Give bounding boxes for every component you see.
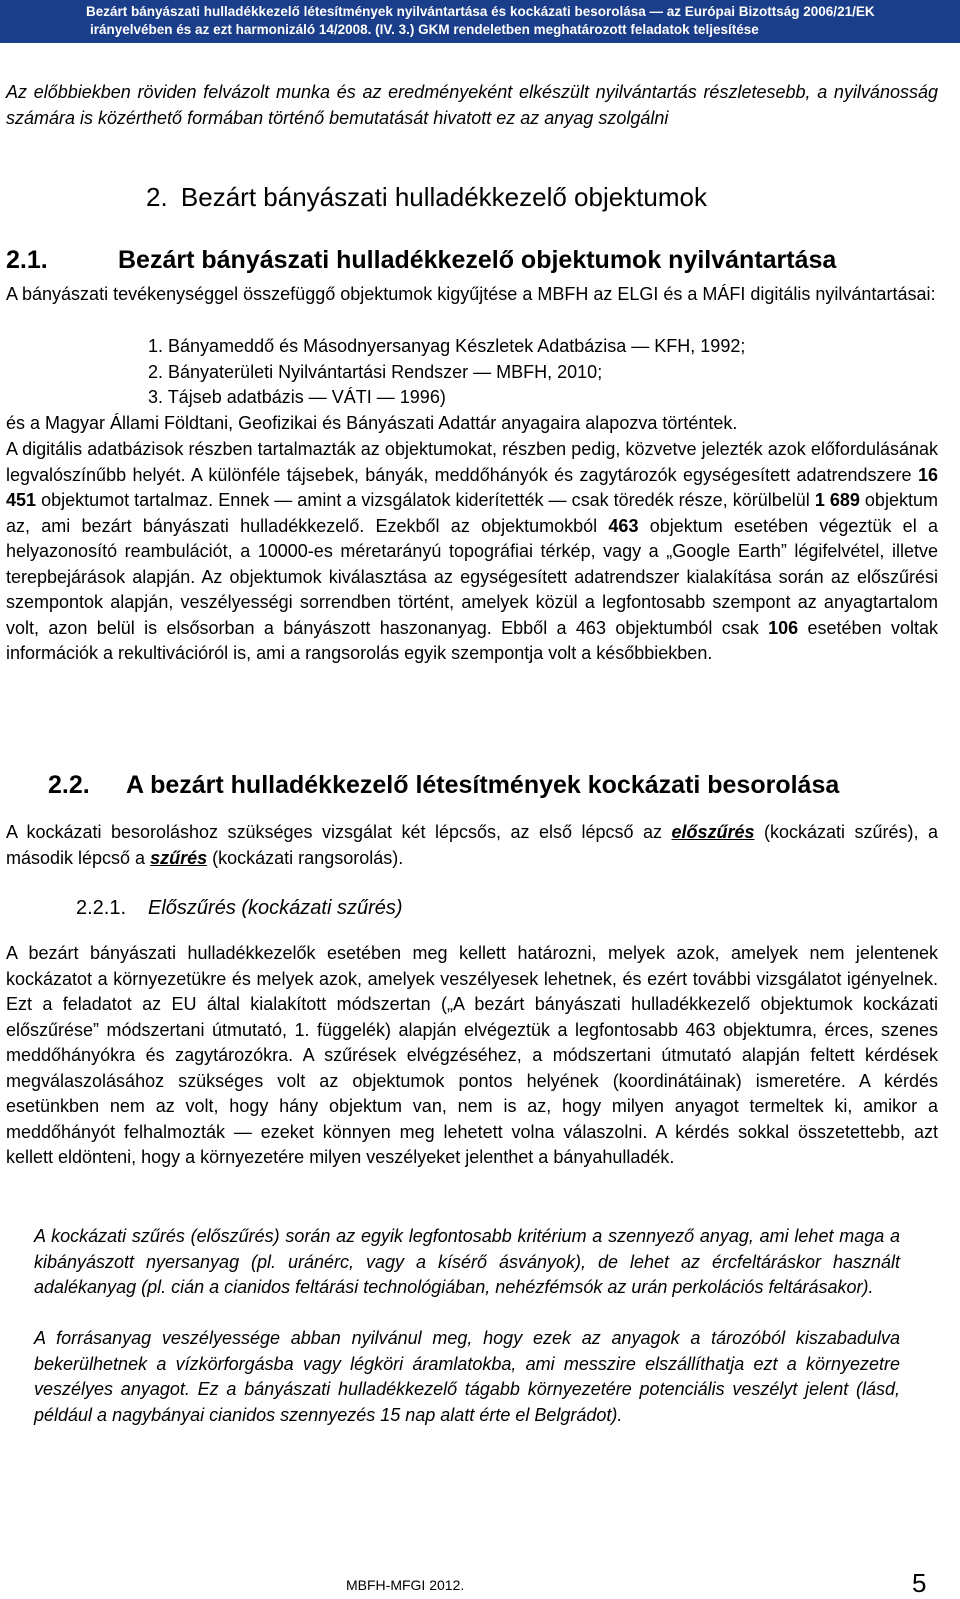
section-2-title: Bezárt bányászati hulladékkezelő objektumok [180,182,708,212]
header-line-2: irányelvében és az ezt harmonizáló 14/2008. (IV. 3.) GKM rendeletben meghatározott feladatok teljesítése [90,22,759,37]
section-2-2-title: A bezárt hulladékkezelő létesítmények kockázati besorolása [126,771,840,799]
running-header [0,0,960,43]
section-2-1-number: 2.1. [6,246,48,274]
section-2-2-number: 2.2. [48,771,90,799]
section-2-2-heading [48,771,839,800]
section-2-1-heading [6,246,836,275]
section-2-2-1-body: A bezárt bányászati hulladékkezelők esetében meg kellett határozni, melyek azok, amelyek nem jelentenek kockázatot a környezetükre és melyek azok, amelyek veszélyesek lehetnek, és ezért további vizsgálatot igényelnek. Ezt a feladatot az EU által kialakított módszertan („A bezárt bányászati hulladékkezelő objektumok kockázati előszűrése” módszertani útmutató, 1. függelék) alapján elvégeztük a legfontosabb 463 objektumra, érces, szenes meddőhányókra és zagytározókra. A szűrések elvégzéséhez, a módszertani útmutató alapján feltett kérdések megválaszolásához szükséges volt az objektumok pontos helyének (koordinátáinak) ismeretére. A kérdés esetünkben nem az volt, hogy hány objektum van, nem is az, hogy milyen anyagot termeltek ki, amikor a meddőhányót felhalmozták — ezeket könnyen meg lehetett volna válaszolni. A kérdés sokkal összetettebb, azt kellett eldönteni, hogy a környezetére milyen veszélyeket jelenthet a bányahulladék. [6,943,938,1167]
term-prescreening: előszűrés [671,822,755,842]
section-2-1-lead: A bányászati tevékenységgel összefüggő objektumok kigyűjtése a MBFH az ELGI és a MÁFI digitális nyilvántartásai: [6,284,936,304]
list-item: 2. Bányaterületi Nyilvántartási Rendszer — MBFH, 2010; [148,361,603,382]
section-2-2-1-heading [76,897,403,920]
section-2-1-body: A digitális adatbázisok részben tartalmazták az objektumokat, részben pedig, közvetve jelezték azok előfordulásának legvalószínűbb helyét. A különféle tájsebek, bányák, meddőhányók és zagytározók egységesített adatrendszere 16 451 objektumot tartalmaz. Ennek — amint a vizsgálatok kiderítették — csak töredék része, körülbelül 1 689 objektum az, ami bezárt bányászati hulladékkezelő. Ezekből az objektumokból 463 objektum esetében végeztük el a helyazonosító reambulációt, a 10000-es méretarányú topográfiai térkép, vagy a „Google Earth” légifelvétel, illetve terepbejárások alapján. Az objektumok kiválasztása az egységesített adatrendszer kialakítása során az előszűrési szempontok alapján, veszélyességi sorrendben történt, amelyek közül a legfontosabb szempont az anyagtartalom volt, azon belül is elsősorban a bányászott haszonanyag. Ebből a 463 objektumból csak 106 esetében voltak információk a rekultivációról is, ami a rangsorolás egyik szempontja volt a későbbiekben. [6,439,938,663]
section-2-2-1-title: Előszűrés (kockázati szűrés) [148,897,403,919]
footer-publisher: MBFH-MFGI 2012. [346,1577,465,1593]
section-2-2-body: A kockázati besoroláshoz szükséges vizsgálat két lépcsős, az első lépcső az előszűrés (kockázati szűrés), a második lépcső a szűrés (kockázati rangsorolás). [6,822,938,868]
section-2-heading [146,182,707,213]
term-screening: szűrés [150,847,208,868]
count-total: 16 451 [6,464,938,510]
header-line-1: Bezárt bányászati hulladékkezelő létesítmények nyilvántartása és kockázati besorolása — az Európai Bizottság 2006/21/EK [86,4,875,19]
intro-paragraph: Az előbbiekben röviden felvázolt munka és az eredményeként elkészült nyilvántartás részletesebb, a nyilvánosság számára is közérthető formában történő bemutatását hivatott ez az anyag szolgálni [6,82,938,128]
section-2-number: 2. [146,182,168,212]
database-list [148,334,745,411]
count-closed: 1 689 [814,490,860,510]
count-reambulated: 463 [608,515,639,536]
list-item: 3. Tájseb adatbázis — VÁTI — 1996) [148,387,446,407]
italic-note-1: A kockázati szűrés (előszűrés) során az egyik legfontosabb kritérium a szennyező anyag, ami lehet maga a kibányászott nyersanyag (pl. uránérc, vagy a kísérő ásványok), de lehet az ércfeltáráskor használt adalékanyag (pl. cián a cianidos feltárási technológiában, nehézfémsók az urán perkolációs feltárásakor). [34,1226,900,1297]
after-list-line: és a Magyar Állami Földtani, Geofizikai és Bányászati Adattár anyagaira alapozva történtek. [6,413,738,433]
section-2-2-1-number: 2.2.1. [76,897,127,919]
section-2-1-title: Bezárt bányászati hulladékkezelő objektumok nyilvántartása [118,246,837,274]
italic-note-2: A forrásanyag veszélyessége abban nyilvánul meg, hogy ezek az anyagok a tározóból kiszabadulva bekerülhetnek a vízkörforgásba vagy légköri áramlatokba, ami messzire elszállíthatja ezt a környezetre veszélyes anyagot. Ez a bányászati hulladékkezelő tágabb környezetére potenciális veszélyt jelent (lásd, például a nagybányai cianidos szennyezés 15 nap alatt érte el Belgrádot). [34,1328,900,1425]
list-item: 1. Bányameddő és Másodnyersanyag Készletek Adatbázisa — KFH, 1992; [148,336,746,356]
count-recultivated: 106 [768,617,799,638]
page-number: 5 [912,1568,927,1598]
